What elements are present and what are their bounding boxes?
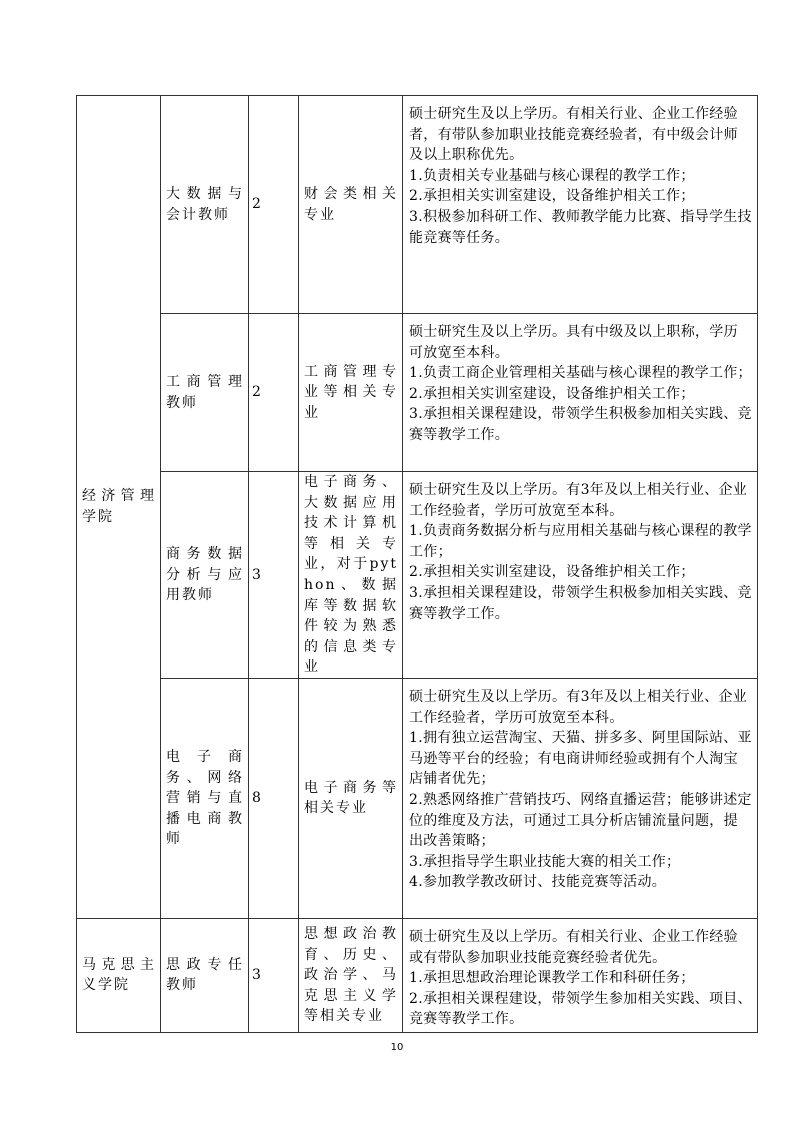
requirements-cell — [403, 678, 758, 918]
headcount: 8 — [252, 790, 261, 807]
requirement-line: 硕士研究生及以上学历。有相关行业、企业工作经验者，有带队参加职业技能竞赛经验者，有中级会计师及以上职称优先。 — [409, 106, 738, 164]
position-name: 工商管理教师 — [166, 373, 244, 411]
table-row — [77, 918, 758, 1032]
requirement-line: 2.熟悉网络推广营销技巧、网络直播运营；能够讲述定位的维度及方法，可通过工具分析店铺流量问题，提出改善策略； — [409, 791, 752, 850]
major-requirement: 思想政治教育、历史、政治学、马克思主义学等相关专业 — [304, 925, 398, 1025]
recruitment-table — [76, 95, 758, 1033]
requirement-line: 3.承担相关课程建设，带领学生积极参加相关实践、竞赛等教学工作。 — [409, 584, 752, 622]
department-cell — [77, 918, 161, 1032]
position-name: 电子商务、网络营销与直播电商教师 — [166, 748, 244, 848]
requirement-line: 2.承担相关实训室建设，设备维护相关工作； — [409, 188, 695, 205]
position-cell — [161, 918, 249, 1032]
requirement-line: 3.承担相关课程建设，带领学生积极参加相关实践、竞赛等教学工作。 — [409, 406, 752, 443]
requirement-line: 2.承担相关实训室建设，设备维护相关工作； — [409, 564, 695, 581]
requirement-line: 1.负责商务数据分析与应用相关基础与核心课程的教学工作； — [409, 523, 752, 560]
table-row — [77, 314, 758, 472]
major-requirement: 工商管理专业等相关专业 — [304, 363, 398, 421]
headcount: 3 — [252, 967, 261, 984]
requirement-line: 硕士研究生及以上学历。有3年及以上相关行业、企业工作经验者，学历可放宽至本科。 — [409, 482, 748, 519]
table-row — [77, 96, 758, 314]
position-cell — [161, 678, 249, 918]
position-cell — [161, 472, 249, 679]
major-requirement: 电子商务、大数据应用技术计算机等相关专业，对于python、数据库等数据软件较为熟悉的信息类专业 — [304, 474, 398, 676]
major-cell — [299, 472, 403, 679]
requirement-line: 硕士研究生及以上学历。有3年及以上相关行业、企业工作经验者，学历可放宽至本科。 — [409, 688, 748, 726]
headcount: 3 — [252, 566, 261, 583]
count-cell — [249, 918, 299, 1032]
table-row — [77, 678, 758, 918]
position-cell — [161, 314, 249, 472]
position-name: 大数据与会计教师 — [166, 185, 244, 223]
major-cell — [299, 96, 403, 314]
headcount: 2 — [252, 384, 261, 401]
requirement-line: 1.负责工商企业管理相关基础与核心课程的教学工作； — [409, 365, 752, 382]
major-cell — [299, 314, 403, 472]
requirement-line: 4.参加教学教改研讨、技能竞赛等活动。 — [409, 874, 667, 891]
requirements-cell — [403, 96, 758, 314]
position-name: 思政专任教师 — [166, 956, 244, 994]
requirement-line: 硕士研究生及以上学历。有相关行业、企业工作经验或有带队参加职业技能竞赛经验者优先。 — [409, 928, 738, 966]
count-cell — [249, 472, 299, 679]
count-cell — [249, 314, 299, 472]
count-cell — [249, 96, 299, 314]
department-name: 经济管理学院 — [82, 488, 156, 525]
requirement-line: 3.积极参加科研工作、教师教学能力比赛、指导学生技能竞赛等任务。 — [409, 208, 752, 246]
count-cell — [249, 678, 299, 918]
major-cell — [299, 918, 403, 1032]
position-cell — [161, 96, 249, 314]
requirement-line: 1.负责相关专业基础与核心课程的教学工作； — [409, 167, 695, 184]
table-row — [77, 472, 758, 679]
requirement-line: 1.拥有独立运营淘宝、天猫、拼多多、阿里国际站、亚马逊等平台的经验；有电商讲师经验或拥有个人淘宝店铺者优先； — [409, 730, 752, 788]
requirements-cell — [403, 314, 758, 472]
requirement-line: 1.承担思想政治理论课教学工作和科研任务； — [409, 970, 695, 987]
page-number: 10 — [390, 1042, 404, 1053]
requirement-line: 2.承担相关课程建设，带领学生参加相关实践、项目、竞赛等教学工作。 — [409, 990, 752, 1028]
headcount: 2 — [252, 196, 261, 213]
requirement-line: 2.承担相关实训室建设，设备维护相关工作； — [409, 385, 695, 402]
major-requirement: 电子商务等相关专业 — [304, 779, 398, 817]
department-cell — [77, 96, 161, 919]
requirement-line: 硕士研究生及以上学历。具有中级及以上职称，学历可放宽至本科。 — [409, 324, 738, 361]
requirements-cell — [403, 472, 758, 679]
department-name: 马克思主义学院 — [82, 956, 156, 994]
major-requirement: 财会类相关专业 — [304, 185, 398, 223]
major-cell — [299, 678, 403, 918]
requirements-cell — [403, 918, 758, 1032]
requirement-line: 3.承担指导学生职业技能大赛的相关工作； — [409, 853, 681, 870]
position-name: 商务数据分析与应用教师 — [166, 546, 244, 604]
